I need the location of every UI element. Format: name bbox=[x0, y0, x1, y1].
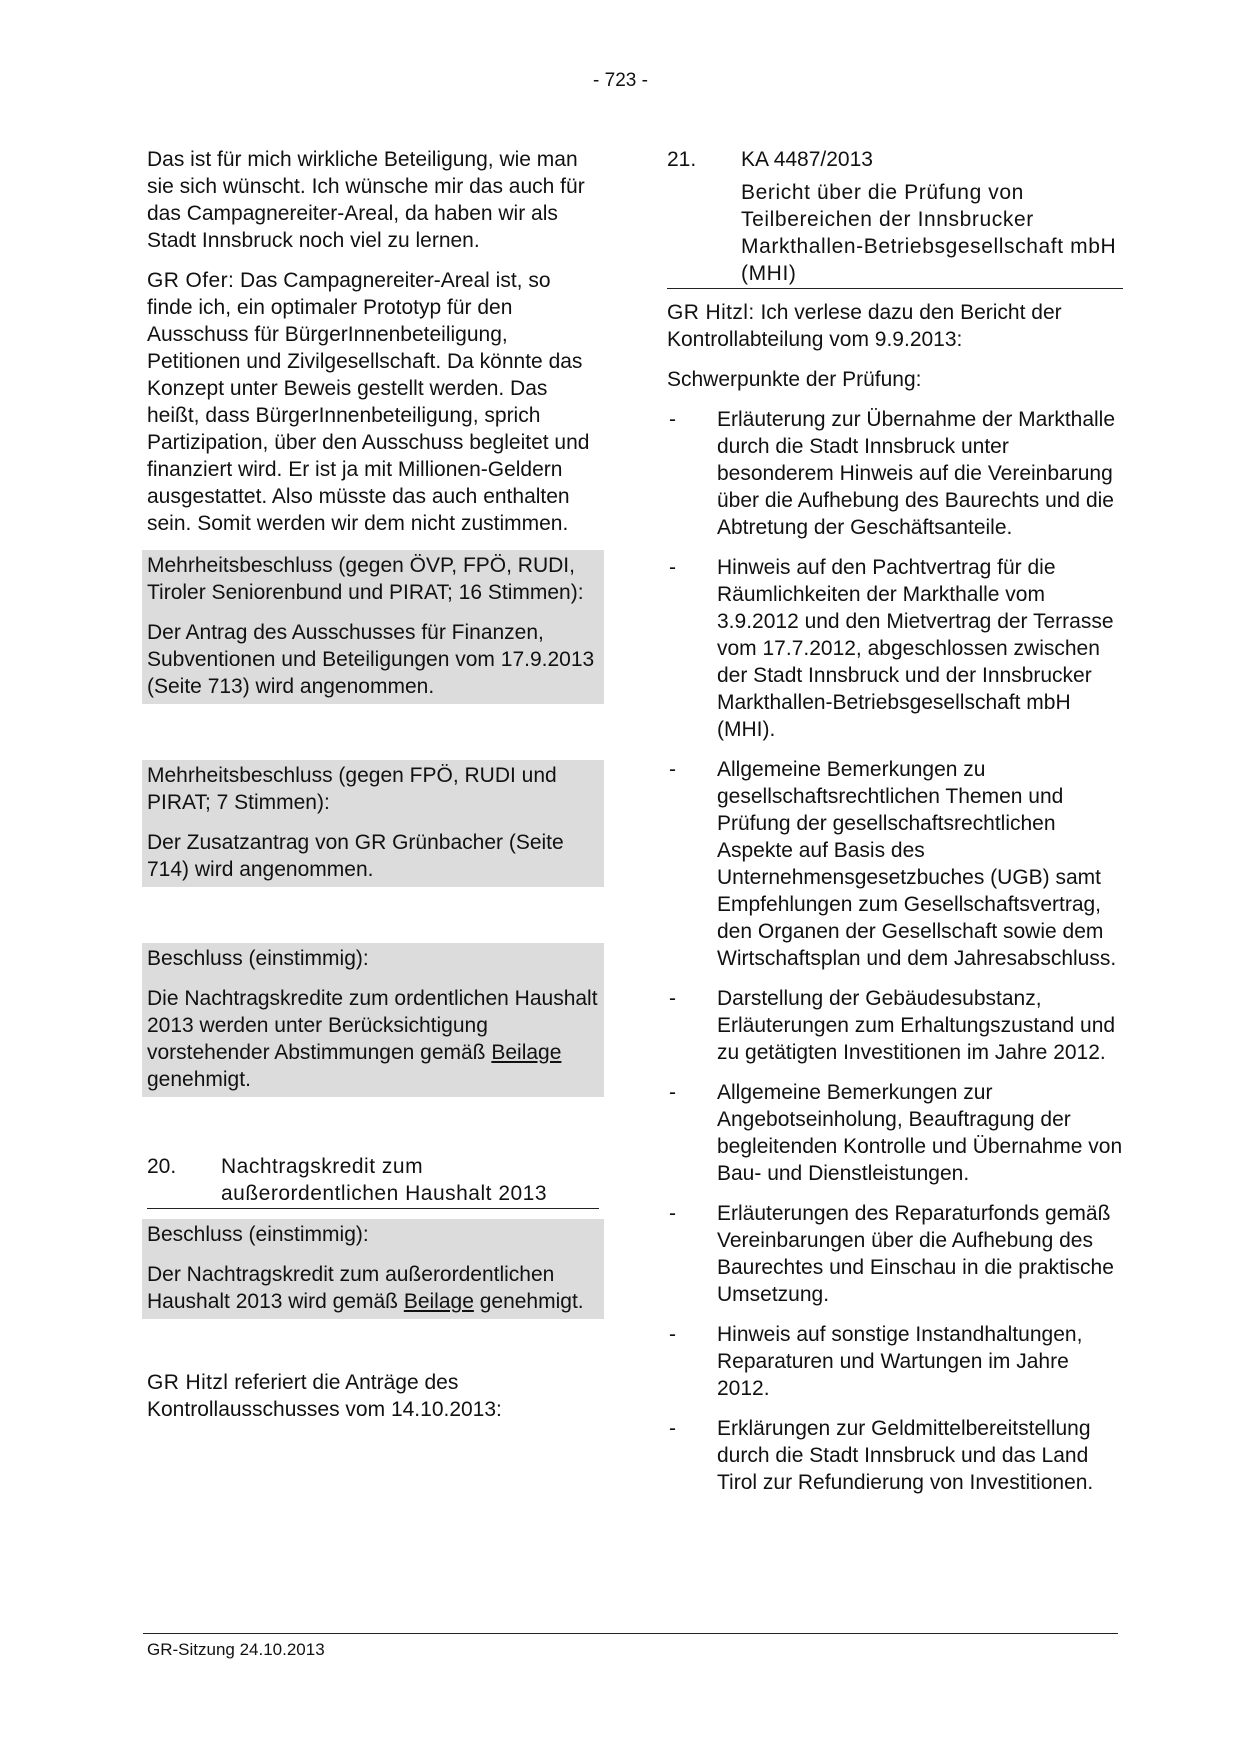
dash-bullet: - bbox=[669, 1081, 676, 1104]
list-item-text: Hinweis auf sonstige Instandhaltungen, Reparaturen und Wartungen im Jahre 2012. bbox=[717, 1323, 1083, 1400]
resolution-box bbox=[142, 943, 604, 1097]
list-item-text: Allgemeine Bemerkungen zu gesellschaftsrechtlichen Themen und Prüfung der gesellschaftsrechtlichen Aspekte auf Basis des Unternehmensgesetzbuches (UGB) samt Empfehlungen zum Gesellschaftsvertrag, den Organen der Gesellschaft sowie dem Wirtschaftsplan und dem Jahresabschluss. bbox=[717, 758, 1117, 970]
list-item bbox=[667, 554, 1123, 743]
beilage-link[interactable]: Beilage bbox=[403, 1290, 474, 1313]
list-item-text: Allgemeine Bemerkungen zur Angebotseinholung, Beauftragung der begleitenden Kontrolle und Übernahme von Bau- und Dienstleistungen. bbox=[717, 1081, 1123, 1185]
resolution-box bbox=[142, 550, 604, 704]
resolution-box bbox=[142, 1219, 604, 1319]
list-item-text: Erläuterungen des Reparaturfonds gemäß Vereinbarungen über die Aufhebung des Baurechtes und Einschau in die praktische Umsetzung. bbox=[717, 1202, 1114, 1306]
list-item-text: Erläuterung zur Übernahme der Markthalle durch die Stadt Innsbruck unter besonderem Hinweis auf die Vereinbarung über die Aufhebung des Baurechts und die Abtretung der Geschäftsanteile. bbox=[717, 408, 1116, 539]
list-item-text: Erklärungen zur Geldmittelbereitstellung durch die Stadt Innsbruck und das Land Tirol zur Refundierung von Investitionen. bbox=[717, 1417, 1094, 1494]
footer-divider bbox=[143, 1633, 1118, 1634]
dash-bullet: - bbox=[669, 556, 676, 579]
agenda-item-20 bbox=[147, 1153, 599, 1209]
list-item bbox=[667, 1079, 1123, 1187]
left-column bbox=[147, 146, 599, 1436]
speaker-name: GR Hitzl: bbox=[667, 301, 755, 324]
beilage-link[interactable]: Beilage bbox=[491, 1041, 562, 1064]
list-item-text: Hinweis auf den Pachtvertrag für die Räumlichkeiten der Markthalle vom 3.9.2012 und den Mietvertrag der Terrasse vom 17.7.2012, abgeschlossen zwischen der Stadt Innsbruck und der Innsbrucker Markthallen-Betriebsgesellschaft mbH (MHI). bbox=[717, 556, 1114, 741]
speaker-name: GR Hitzl bbox=[147, 1371, 229, 1394]
paragraph bbox=[147, 267, 599, 537]
resolution-body bbox=[147, 1261, 599, 1315]
dash-bullet: - bbox=[669, 1417, 676, 1440]
resolution-head: Mehrheitsbeschluss (gegen ÖVP, FPÖ, RUDI, Tiroler Seniorenbund und PIRAT; 16 Stimmen): bbox=[147, 554, 584, 604]
agenda-item-21 bbox=[667, 146, 1123, 289]
list-heading: Schwerpunkte der Prüfung: bbox=[667, 368, 922, 391]
dash-bullet: - bbox=[669, 408, 676, 431]
audit-focus-list bbox=[667, 406, 1123, 1496]
resolution-body: Der Zusatzantrag von GR Grünbacher (Seite 714) wird angenommen. bbox=[147, 831, 564, 881]
resolution-text: genehmigt. bbox=[473, 1290, 584, 1313]
list-item bbox=[667, 985, 1123, 1066]
list-item bbox=[667, 1321, 1123, 1402]
speaker-name: GR Ofer: bbox=[147, 269, 235, 292]
dash-bullet: - bbox=[669, 987, 676, 1010]
agenda-number: 20. bbox=[147, 1155, 177, 1178]
page-number: - 723 - bbox=[593, 70, 648, 91]
dash-bullet: - bbox=[669, 758, 676, 781]
paragraph-text: referiert die Anträge des Kontrollausschusses vom 14.10.2013: bbox=[147, 1371, 502, 1421]
list-item bbox=[667, 756, 1123, 972]
resolution-text: genehmigt. bbox=[147, 1068, 251, 1091]
right-column bbox=[667, 146, 1123, 1509]
dash-bullet: - bbox=[669, 1202, 676, 1225]
agenda-number: 21. bbox=[667, 148, 697, 171]
paragraph-text: Ich verlese dazu den Bericht der Kontrollabteilung vom 9.9.2013: bbox=[667, 301, 1062, 351]
resolution-box bbox=[142, 760, 604, 887]
resolution-head: Beschluss (einstimmig): bbox=[147, 947, 369, 970]
paragraph bbox=[147, 1369, 599, 1423]
resolution-text: Die Nachtragskredite zum ordentlichen Haushalt 2013 werden unter Berücksichtigung vorstehender Abstimmungen gemäß bbox=[147, 987, 598, 1064]
resolution-body bbox=[147, 985, 599, 1093]
paragraph: Das ist für mich wirkliche Beteiligung, wie man sie sich wünscht. Ich wünsche mir das auch für das Campagnereiter-Areal, da haben wir als Stadt Innsbruck noch viel zu lernen. bbox=[147, 148, 585, 252]
agenda-reference: KA 4487/2013 bbox=[741, 148, 873, 171]
agenda-title: Nachtragskredit zum außerordentlichen Haushalt 2013 bbox=[221, 1155, 548, 1205]
agenda-title: Bericht über die Prüfung von Teilbereichen der Innsbrucker Markthallen-Betriebsgesellschaft mbH (MHI) bbox=[741, 181, 1117, 285]
dash-bullet: - bbox=[669, 1323, 676, 1346]
resolution-text: Der Nachtragskredit zum außerordentlichen Haushalt 2013 wird gemäß bbox=[147, 1263, 555, 1313]
resolution-head: Beschluss (einstimmig): bbox=[147, 1223, 369, 1246]
footer-text: GR-Sitzung 24.10.2013 bbox=[147, 1640, 325, 1659]
list-item bbox=[667, 1415, 1123, 1496]
resolution-head: Mehrheitsbeschluss (gegen FPÖ, RUDI und PIRAT; 7 Stimmen): bbox=[147, 764, 557, 814]
list-item-text: Darstellung der Gebäudesubstanz, Erläuterungen zum Erhaltungszustand und zu getätigten Investitionen im Jahre 2012. bbox=[717, 987, 1116, 1064]
paragraph-text: Das Campagnereiter-Areal ist, so finde ich, ein optimaler Prototyp für den Ausschuss für BürgerInnenbeteiligung, Petitionen und Zivilgesellschaft. Da könnte das Konzept unter Beweis gestellt werden. Das heißt, dass BürgerInnenbeteiligung, sprich Partizipation, über den Ausschuss begleitet und finanziert wird. Er ist ja mit Millionen-Geldern ausgestattet. Also müsste das auch enthalten sein. Somit werden wir dem nicht zustimmen. bbox=[147, 269, 590, 535]
list-item bbox=[667, 1200, 1123, 1308]
paragraph bbox=[667, 299, 1123, 353]
list-item bbox=[667, 406, 1123, 541]
resolution-body: Der Antrag des Ausschusses für Finanzen, Subventionen und Beteiligungen vom 17.9.2013 (Seite 713) wird angenommen. bbox=[147, 621, 595, 698]
